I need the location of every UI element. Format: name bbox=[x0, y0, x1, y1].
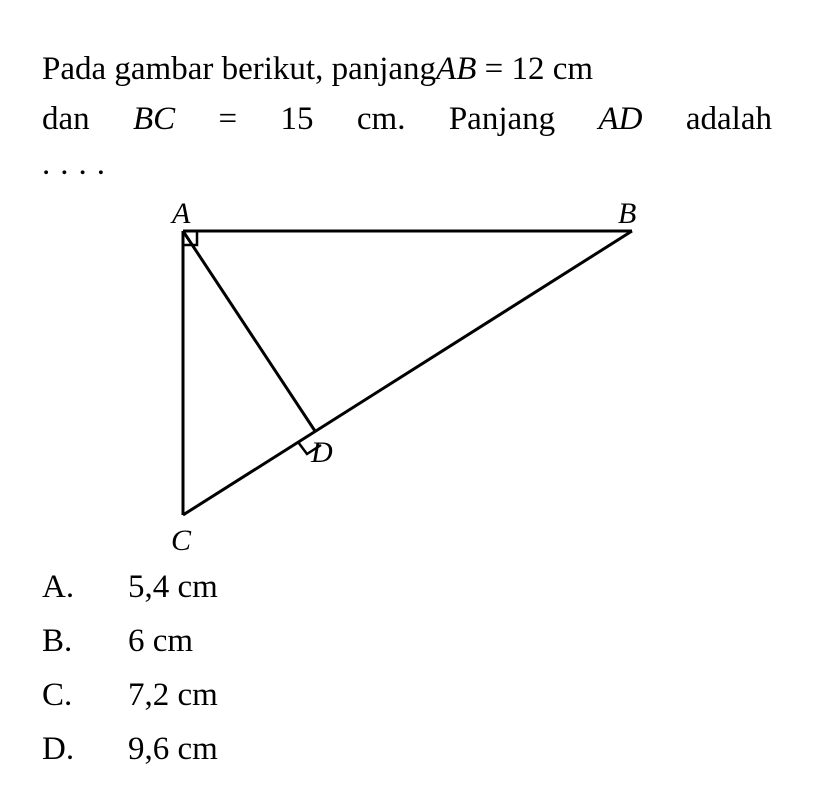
option-d-text: 9,6 cm bbox=[128, 730, 218, 767]
option-b[interactable] bbox=[42, 614, 218, 668]
option-c[interactable] bbox=[42, 668, 218, 722]
option-c-text: 7,2 cm bbox=[128, 676, 218, 713]
segment-ad-label: AD bbox=[598, 101, 643, 137]
segment-bc bbox=[183, 231, 632, 515]
word-dan: dan bbox=[42, 101, 90, 137]
option-a-letter: A. bbox=[42, 568, 75, 605]
option-a[interactable] bbox=[42, 560, 218, 614]
answer-options bbox=[42, 560, 218, 776]
option-d-letter: D. bbox=[42, 730, 75, 767]
segment-bc-label: BC bbox=[133, 101, 176, 137]
bc-value: 15 bbox=[280, 101, 314, 137]
question-line-1-text: Pada gambar berikut, panjang bbox=[42, 51, 437, 87]
bc-unit: cm. bbox=[356, 101, 406, 137]
point-d-label: D bbox=[311, 436, 333, 469]
option-b-letter: B. bbox=[42, 622, 73, 659]
option-a-text: 5,4 cm bbox=[128, 568, 218, 605]
point-b-label: B bbox=[618, 197, 637, 230]
segment-ad bbox=[183, 231, 315, 431]
equals-sign: = bbox=[218, 101, 238, 137]
segment-ab-label: AB bbox=[436, 51, 477, 87]
word-adalah: adalah bbox=[685, 101, 772, 137]
option-b-text: 6 cm bbox=[128, 622, 194, 659]
word-panjang: Panjang bbox=[448, 101, 556, 137]
ab-length: = 12 cm bbox=[476, 51, 594, 87]
point-a-label: A bbox=[172, 197, 191, 230]
point-c-label: C bbox=[171, 524, 192, 557]
option-d[interactable] bbox=[42, 722, 218, 776]
answer-blank: .... bbox=[42, 146, 115, 182]
option-c-letter: C. bbox=[42, 676, 73, 713]
